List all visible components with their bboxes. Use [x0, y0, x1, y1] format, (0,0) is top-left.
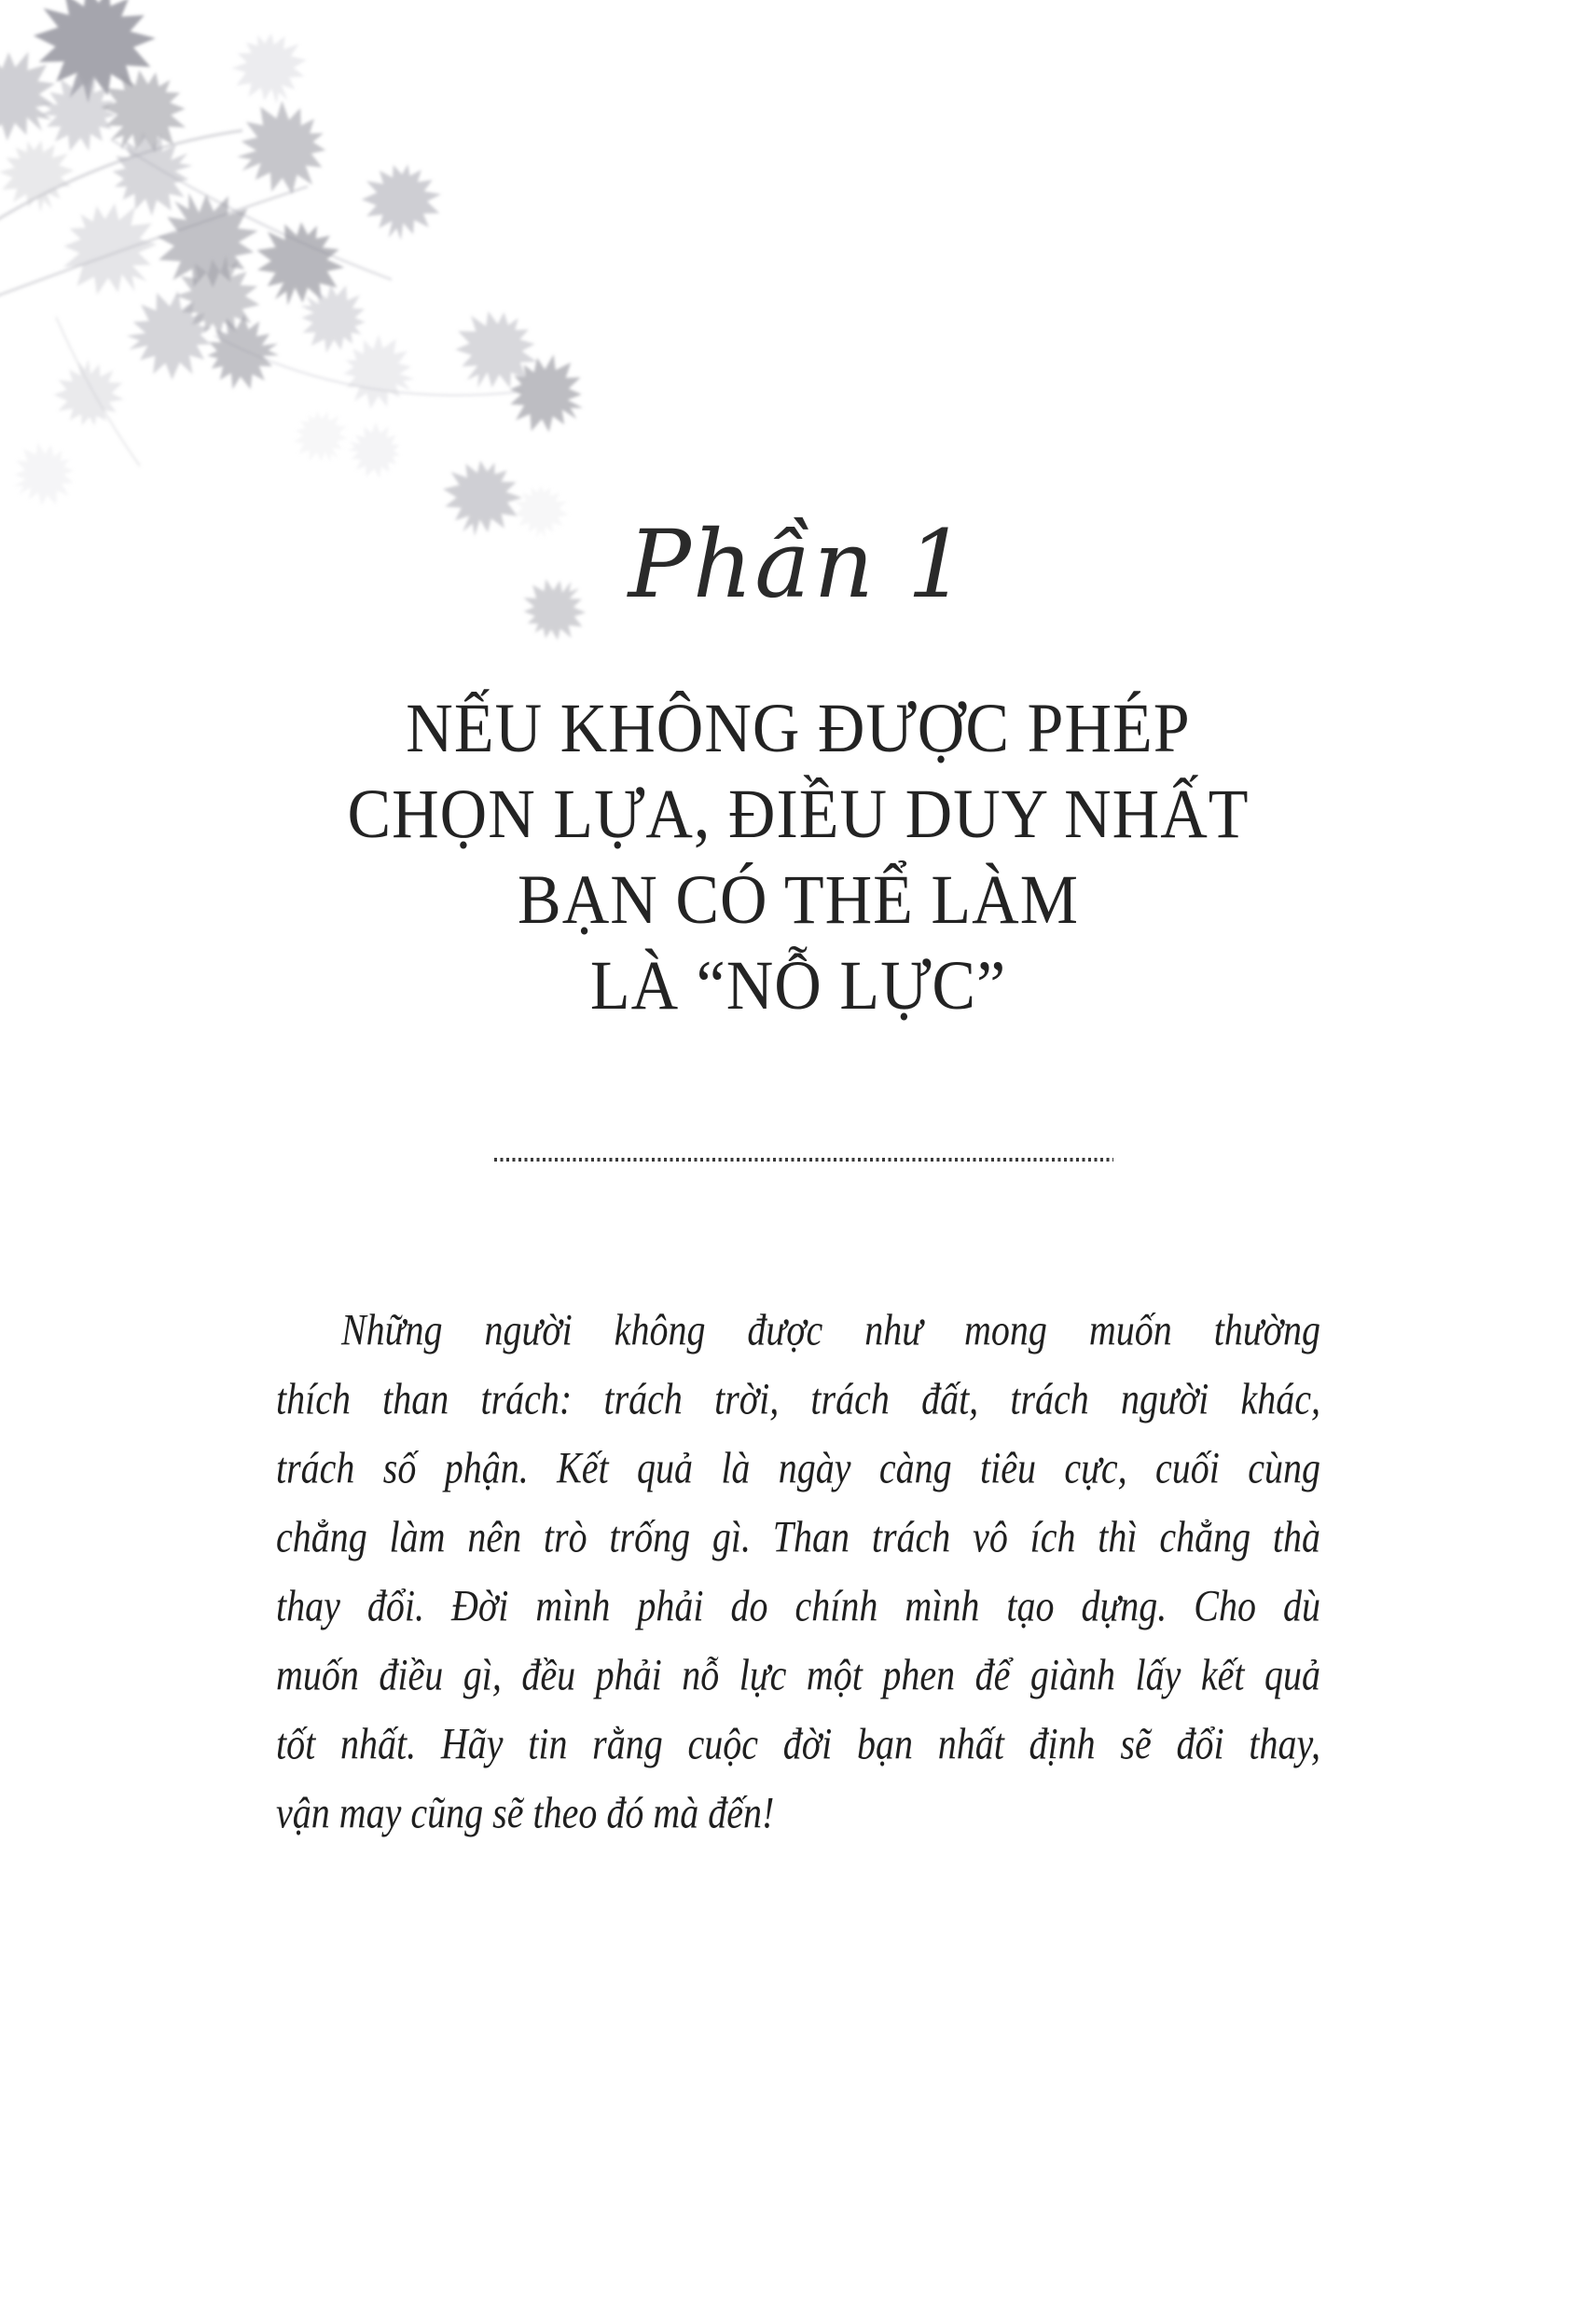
- chapter-title-line: BẠN CÓ THỂ LÀM: [518, 860, 1079, 940]
- branch-twig: [0, 186, 308, 298]
- part-label: Phần 1: [628, 510, 969, 619]
- branch-twig: [112, 140, 392, 280]
- branch-twig: [56, 317, 140, 466]
- body-line: thay đổi. Đời mình phải do chính mình tạo dựng. Cho dù: [276, 1580, 1320, 1630]
- body-line: thích than trách: trách trời, trách đất, trách người khác,: [276, 1373, 1320, 1423]
- body-line: tốt nhất. Hãy tin rằng cuộc đời bạn nhất định sẽ đổi thay,: [276, 1718, 1320, 1768]
- chapter-title-line: CHỌN LỰA, ĐIỀU DUY NHẤT: [347, 775, 1250, 854]
- body-line: Những người không được như mong muốn thường: [341, 1304, 1320, 1355]
- body-paragraph: [276, 1296, 1320, 1848]
- dotted-divider: [494, 1158, 1113, 1162]
- body-line: trách số phận. Kết quả là ngày càng tiêu cực, cuối cùng: [276, 1442, 1320, 1492]
- chapter-title-line: LÀ “NỖ LỰC”: [589, 946, 1007, 1025]
- body-line: muốn điều gì, đều phải nỗ lực một phen để giành lấy kết quả: [276, 1649, 1320, 1699]
- branch-twig: [0, 131, 242, 224]
- body-line: chẳng làm nên trò trống gì. Than trách vô ích thì chẳng thà: [276, 1511, 1320, 1561]
- branch-twig: [214, 336, 522, 395]
- chapter-title: [276, 686, 1320, 1029]
- body-line: vận may cũng sẽ theo đó mà đến!: [276, 1787, 775, 1837]
- chapter-title-line: NẾU KHÔNG ĐƯỢC PHÉP: [406, 689, 1191, 768]
